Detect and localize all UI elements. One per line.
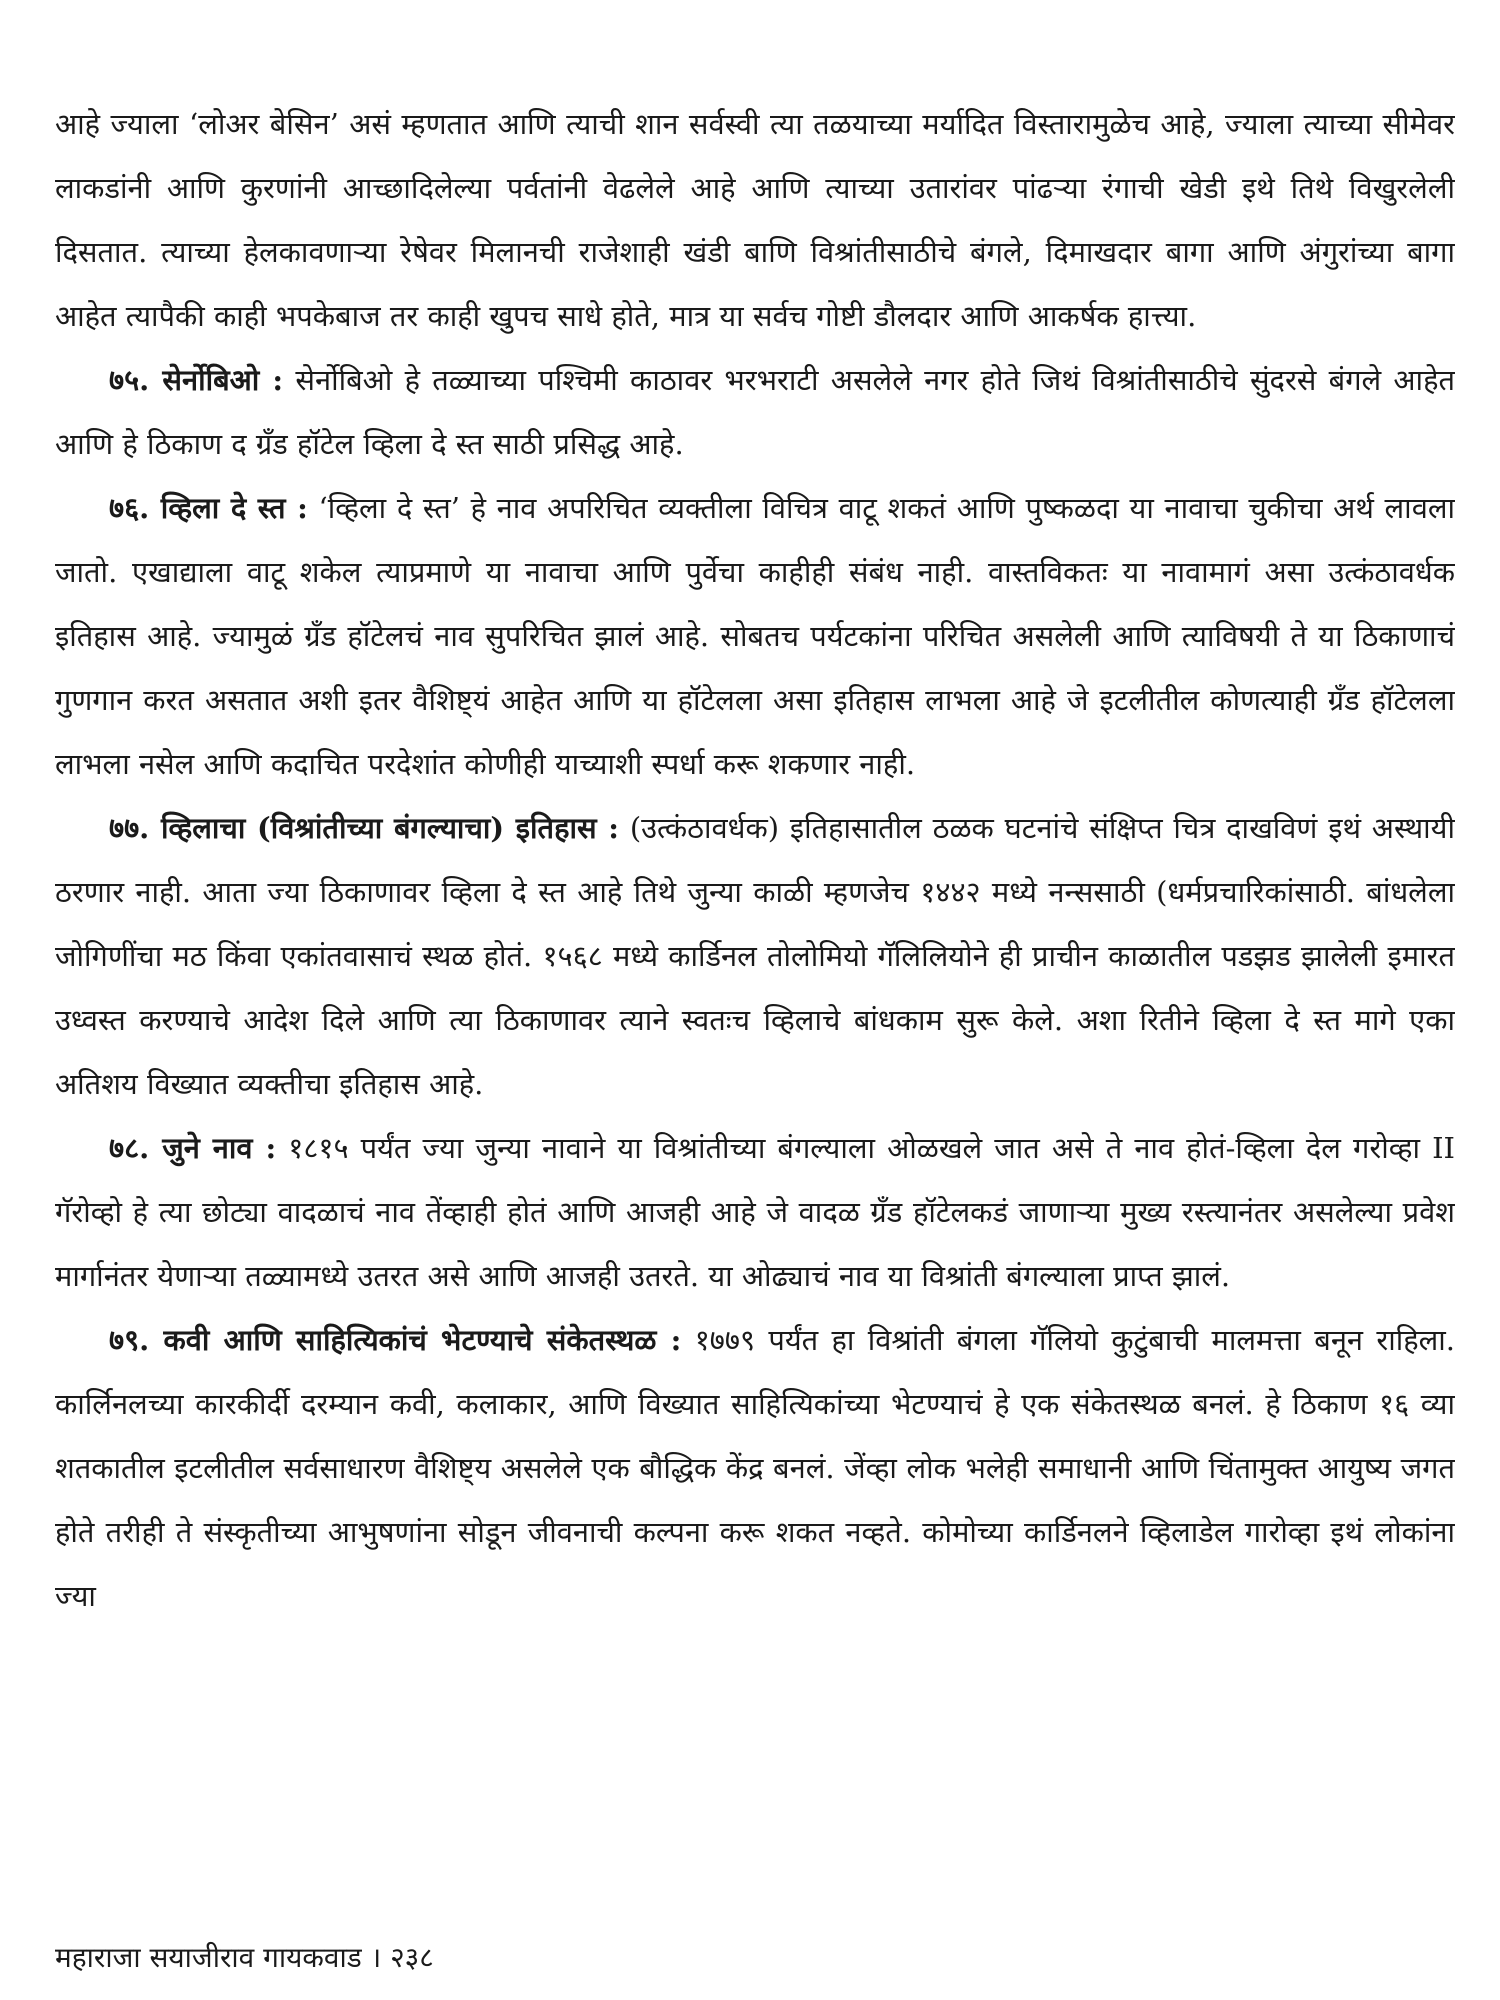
paragraph-text: सेर्नोबिओ हे तळ्याच्या पश्चिमी काठावर भरभराटी असलेले नगर होते जिथं विश्रांतीसाठीचे सुंदरसे बंगले आहेत आणि हे ठिकाण द ग्रँड हॉटेल व्हिला दे स्त साठी प्रसिद्ध आहे.: [55, 363, 1455, 461]
page-body: [55, 92, 1455, 1952]
paragraph-78-old-name: [55, 1116, 1455, 1308]
paragraph-76-villa-d-este: [55, 476, 1455, 796]
paragraph-text: १७७९ पर्यंत हा विश्रांती बंगला गॅलियो कुटुंबाची मालमत्ता बनून राहिला. कार्लिनलच्या कारकीर्दी दरम्यान कवी, कलाकार, आणि विख्यात साहित्यिकांच्या भेटण्याचं हे एक संकेतस्थळ बनलं. हे ठिकाण १६ व्या शतकातील इटलीतील सर्वसाधारण वैशिष्ट्य असलेले एक बौद्धिक केंद्र बनलं. जेंव्हा लोक भलेही समाधानी आणि चिंतामुक्त आयुष्य जगत होते तरीही ते संस्कृतीच्या आभुषणांना सोडून जीवनाची कल्पना करू शकत नव्हते. कोमोच्या कार्डिनलने व्हिलाडेल गारोव्हा इथं लोकांना ज्या: [55, 1323, 1455, 1613]
paragraph-text: १८१५ पर्यंत ज्या जुन्या नावाने या विश्रांतीच्या बंगल्याला ओळखले जात असे ते नाव होतं-व्हिला देल गरोव्हा II गॅरोव्हो हे त्या छोट्या वादळाचं नाव तेंव्हाही होतं आणि आजही आहे जे वादळ ग्रँड हॉटेलकडं जाणाऱ्या मुख्य रस्त्यानंतर असलेल्या प्रवेश मार्गानंतर येणाऱ्या तळ्यामध्ये उतरत असे आणि आजही उतरते. या ओढ्याचं नाव या विश्रांती बंगल्याला प्राप्त झालं.: [55, 1131, 1455, 1293]
page-footer: महाराजा सयाजीराव गायकवाड । २३८: [55, 1941, 434, 1974]
section-heading-76: ७६. व्हिला दे स्त :: [109, 491, 308, 525]
section-heading-77: ७७. व्हिलाचा (विश्रांतीच्या बंगल्याचा) इतिहास :: [109, 811, 619, 845]
paragraph-79-meeting-place: [55, 1308, 1455, 1628]
paragraph-text: ‘व्हिला दे स्त’ हे नाव अपरिचित व्यक्तीला विचित्र वाटू शकतं आणि पुष्कळदा या नावाचा चुकीचा अर्थ लावला जातो. एखाद्याला वाटू शकेल त्याप्रमाणे या नावाचा आणि पुर्वेचा काहीही संबंध नाही. वास्तविकतः या नावामागं असा उत्कंठावर्धक इतिहास आहे. ज्यामुळं ग्रँड हॉटेलचं नाव सुपरिचित झालं आहे. सोबतच पर्यटकांना परिचित असलेली आणि त्याविषयी ते या ठिकाणाचं गुणगान करत असतात अशी इतर वैशिष्ट्यं आहेत आणि या हॉटेलला असा इतिहास लाभला आहे जे इटलीतील कोणत्याही ग्रँड हॉटेलला लाभला नसेल आणि कदाचित परदेशांत कोणीही याच्याशी स्पर्धा करू शकणार नाही.: [55, 491, 1455, 781]
paragraph-text: आहे ज्याला ‘लोअर बेसिन’ असं म्हणतात आणि त्याची शान सर्वस्वी त्या तळयाच्या मर्यादित विस्तारामुळेच आहे, ज्याला त्याच्या सीमेवर लाकडांनी आणि कुरणांनी आच्छादिलेल्या पर्वतांनी वेढलेले आहे आणि त्याच्या उतारांवर पांढऱ्या रंगाची खेडी इथे तिथे विखुरलेली दिसतात. त्याच्या हेलकावणाऱ्या रेषेवर मिलानची राजेशाही खंडी बाणि विश्रांतीसाठीचे बंगले, दिमाखदार बागा आणि अंगुरांच्या बागा आहेत त्यापैकी काही भपकेबाज तर काही खुपच साधे होते, मात्र या सर्वच गोष्टी डौलदार आणि आकर्षक हात्त्या.: [55, 107, 1455, 333]
paragraph-75-cernobbio: [55, 348, 1455, 476]
section-heading-75: ७५. सेर्नोबिओ :: [109, 363, 284, 397]
paragraph-continuation: [55, 92, 1455, 348]
paragraph-77-villa-history: [55, 796, 1455, 1116]
paragraph-text: (उत्कंठावर्धक) इतिहासातील ठळक घटनांचे संक्षिप्त चित्र दाखविणं इथं अस्थायी ठरणार नाही. आता ज्या ठिकाणावर व्हिला दे स्त आहे तिथे जुन्या काळी म्हणजेच १४४२ मध्ये नन्ससाठी (धर्मप्रचारिकांसाठी. बांधलेला जोगिणींचा मठ किंवा एकांतवासाचं स्थळ होतं. १५६८ मध्ये कार्डिनल तोलोमियो गॅलिलियोने ही प्राचीन काळातील पडझड झालेली इमारत उध्वस्त करण्याचे आदेश दिले आणि त्या ठिकाणावर त्याने स्वतःच व्हिलाचे बांधकाम सुरू केले. अशा रितीने व्हिला दे स्त मागे एका अतिशय विख्यात व्यक्तीचा इतिहास आहे.: [55, 811, 1455, 1101]
section-heading-78: ७८. जुने नाव :: [109, 1131, 277, 1165]
section-heading-79: ७९. कवी आणि साहित्यिकांचं भेटण्याचे संकेतस्थळ :: [109, 1323, 682, 1357]
